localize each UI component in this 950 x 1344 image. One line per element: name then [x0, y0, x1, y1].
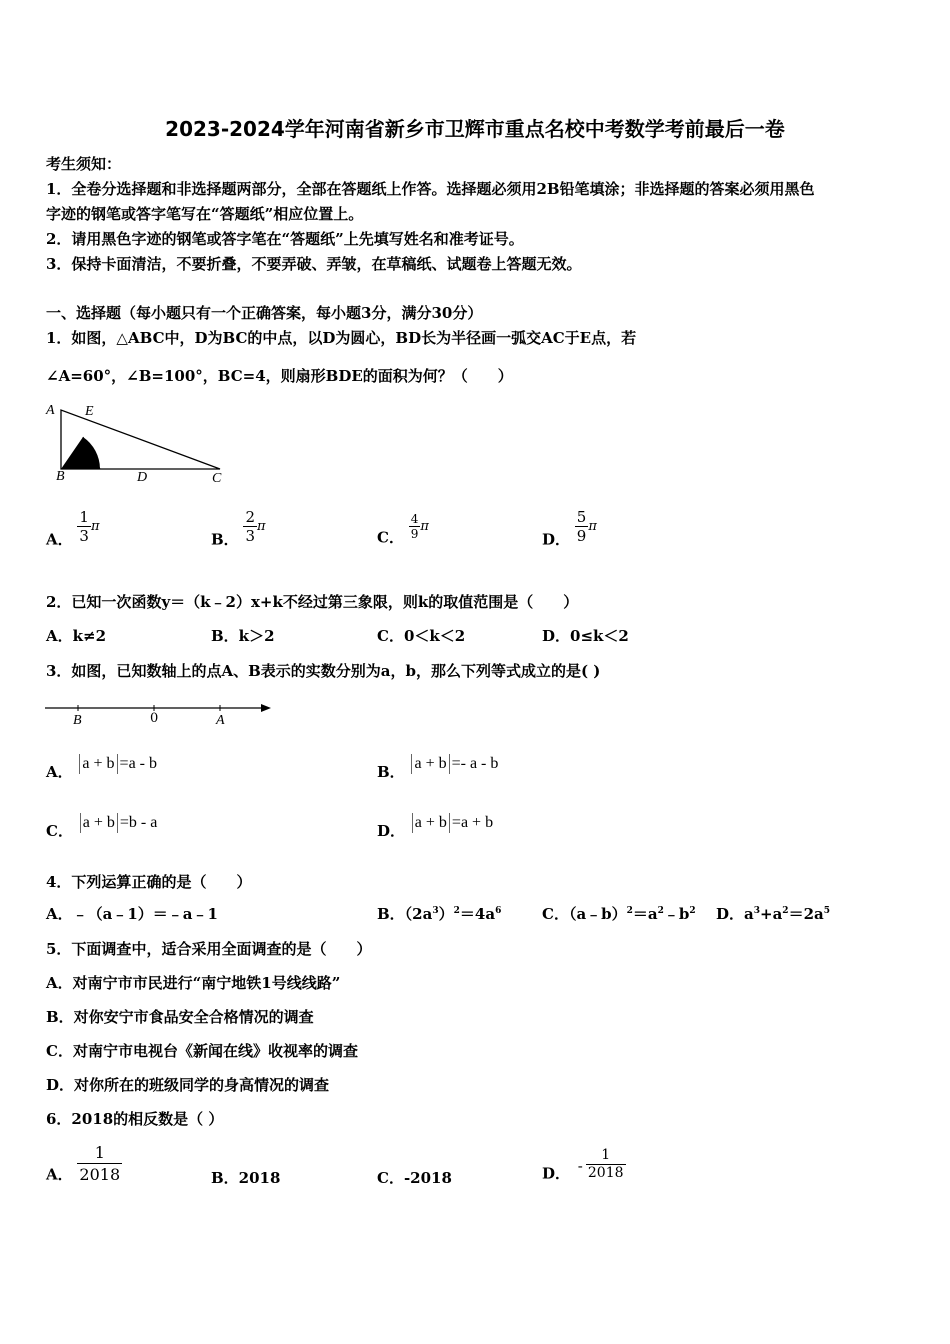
option-c[interactable]: C．$(a﹣b)^2=a^2﹣b^2$: [542, 905, 696, 923]
option-c[interactable]: C．对南宁市电视台《新闻在线》收视率的调查: [46, 1042, 358, 1060]
fraction: $\frac{1}{2018}$: [587, 1147, 624, 1181]
absolute-expression: a + b =b - a: [78, 814, 158, 831]
option-d[interactable]: D． a + b =a + b: [377, 814, 494, 840]
triangle-figure: [40, 398, 240, 488]
option-a[interactable]: A． a + b =a - b: [46, 755, 157, 781]
section-heading: 一、选择题（每小题只有一个正确答案，每小题3分，满分30分）: [46, 304, 483, 322]
notice-line: 2．请用黑色字迹的钢笔或答字笔在“答题纸”上先填写姓名和准考证号。: [46, 230, 524, 248]
option-b[interactable]: B．对你安宁市食品安全合格情况的调查: [46, 1008, 314, 1026]
label-zero: 0: [150, 711, 159, 726]
question-1-text: 1．如图，△ABC中，D为BC的中点，以D为圆心，BD长为半径画一弧交AC于E点，若: [46, 329, 637, 347]
option-c[interactable]: C．-2018: [377, 1169, 452, 1187]
notice-line: 3．保持卡面清洁，不要折叠，不要弄破、弄皱，在草稿纸、试题卷上答题无效。: [46, 255, 582, 273]
question-5-text: 5．下面调查中，适合采用全面调查的是（ ）: [46, 940, 372, 958]
question-2-text: 2．已知一次函数y＝（k﹣2）x+k不经过第三象限，则k的取值范围是（ ）: [46, 593, 579, 611]
question-1-text: ∠A=60°，∠B=100°，BC=4，则扇形BDE的面积为何？（ ）: [46, 367, 513, 385]
option-d[interactable]: D． - $\frac{1}{2018}$: [542, 1147, 624, 1183]
option-c[interactable]: C． $\frac{4}{9}$ π: [377, 512, 429, 547]
option-b[interactable]: B． $\frac{2}{3}$ π: [211, 508, 266, 549]
label-a: A: [216, 713, 225, 728]
sector-bde: [61, 437, 100, 469]
notice-heading: 考生须知：: [46, 155, 122, 173]
question-6-text: 6．2018的相反数是（ ）: [46, 1110, 224, 1128]
notice-line: 1．全卷分选择题和非选择题两部分，全部在答题纸上作答。选择题必须用2B铅笔填涂；非选择题的答案必须用黑色: [46, 180, 815, 198]
option-d[interactable]: D．对你所在的班级同学的身高情况的调查: [46, 1076, 330, 1094]
label-e: E: [85, 404, 94, 419]
option-a[interactable]: A． $\frac{1}{2018}$: [46, 1143, 121, 1184]
label-b: B: [73, 713, 82, 728]
option-b[interactable]: B．$(2a^3)^2=4a^6$: [377, 905, 502, 923]
notice-line: 字迹的钢笔或答字笔写在“答题纸”相应位置上。: [46, 205, 364, 223]
label-b: B: [56, 469, 65, 484]
option-c[interactable]: C．0＜k＜2: [377, 627, 466, 645]
question-4-text: 4．下列运算正确的是（ ）: [46, 873, 252, 891]
option-d[interactable]: D．$a^3+a^2=2a^5$: [716, 905, 830, 923]
absolute-expression: a + b =a + b: [410, 814, 493, 831]
page-title: 2023-2024学年河南省新乡市卫辉市重点名校中考数学考前最后一卷: [165, 117, 785, 141]
absolute-expression: a + b =a - b: [77, 755, 157, 772]
label-c: C: [212, 471, 222, 486]
fraction: $\frac{1}{2018}$: [79, 1143, 121, 1184]
option-b[interactable]: B．k＞2: [211, 627, 275, 645]
fraction: $\frac{4}{9}$: [410, 512, 419, 541]
option-a[interactable]: A． $\frac{1}{3}$ π: [46, 508, 100, 549]
question-3-text: 3．如图，已知数轴上的点A、B表示的实数分别为a，b，那么下列等式成立的是( ): [46, 662, 601, 680]
option-b[interactable]: B．2018: [211, 1169, 281, 1187]
option-d[interactable]: D．0≤k＜2: [542, 627, 629, 645]
option-d[interactable]: D． $\frac{5}{9}$ π: [542, 508, 597, 549]
option-b[interactable]: B． a + b =- a - b: [377, 755, 499, 781]
option-c[interactable]: C． a + b =b - a: [46, 814, 158, 840]
option-a[interactable]: A．k≠2: [46, 627, 107, 645]
label-a: A: [46, 403, 55, 418]
number-line-figure: [40, 697, 280, 732]
option-a[interactable]: A．﹣（a﹣1）＝﹣a﹣1: [46, 905, 218, 923]
option-a[interactable]: A．对南宁市市民进行“南宁地铁1号线线路”: [46, 974, 341, 992]
absolute-expression: a + b =- a - b: [409, 755, 498, 772]
fraction: $\frac{5}{9}$: [576, 508, 587, 545]
arrow-icon: [261, 704, 271, 712]
fraction: $\frac{1}{3}$: [79, 508, 89, 545]
fraction: $\frac{2}{3}$: [245, 508, 256, 545]
label-d: D: [137, 470, 148, 485]
